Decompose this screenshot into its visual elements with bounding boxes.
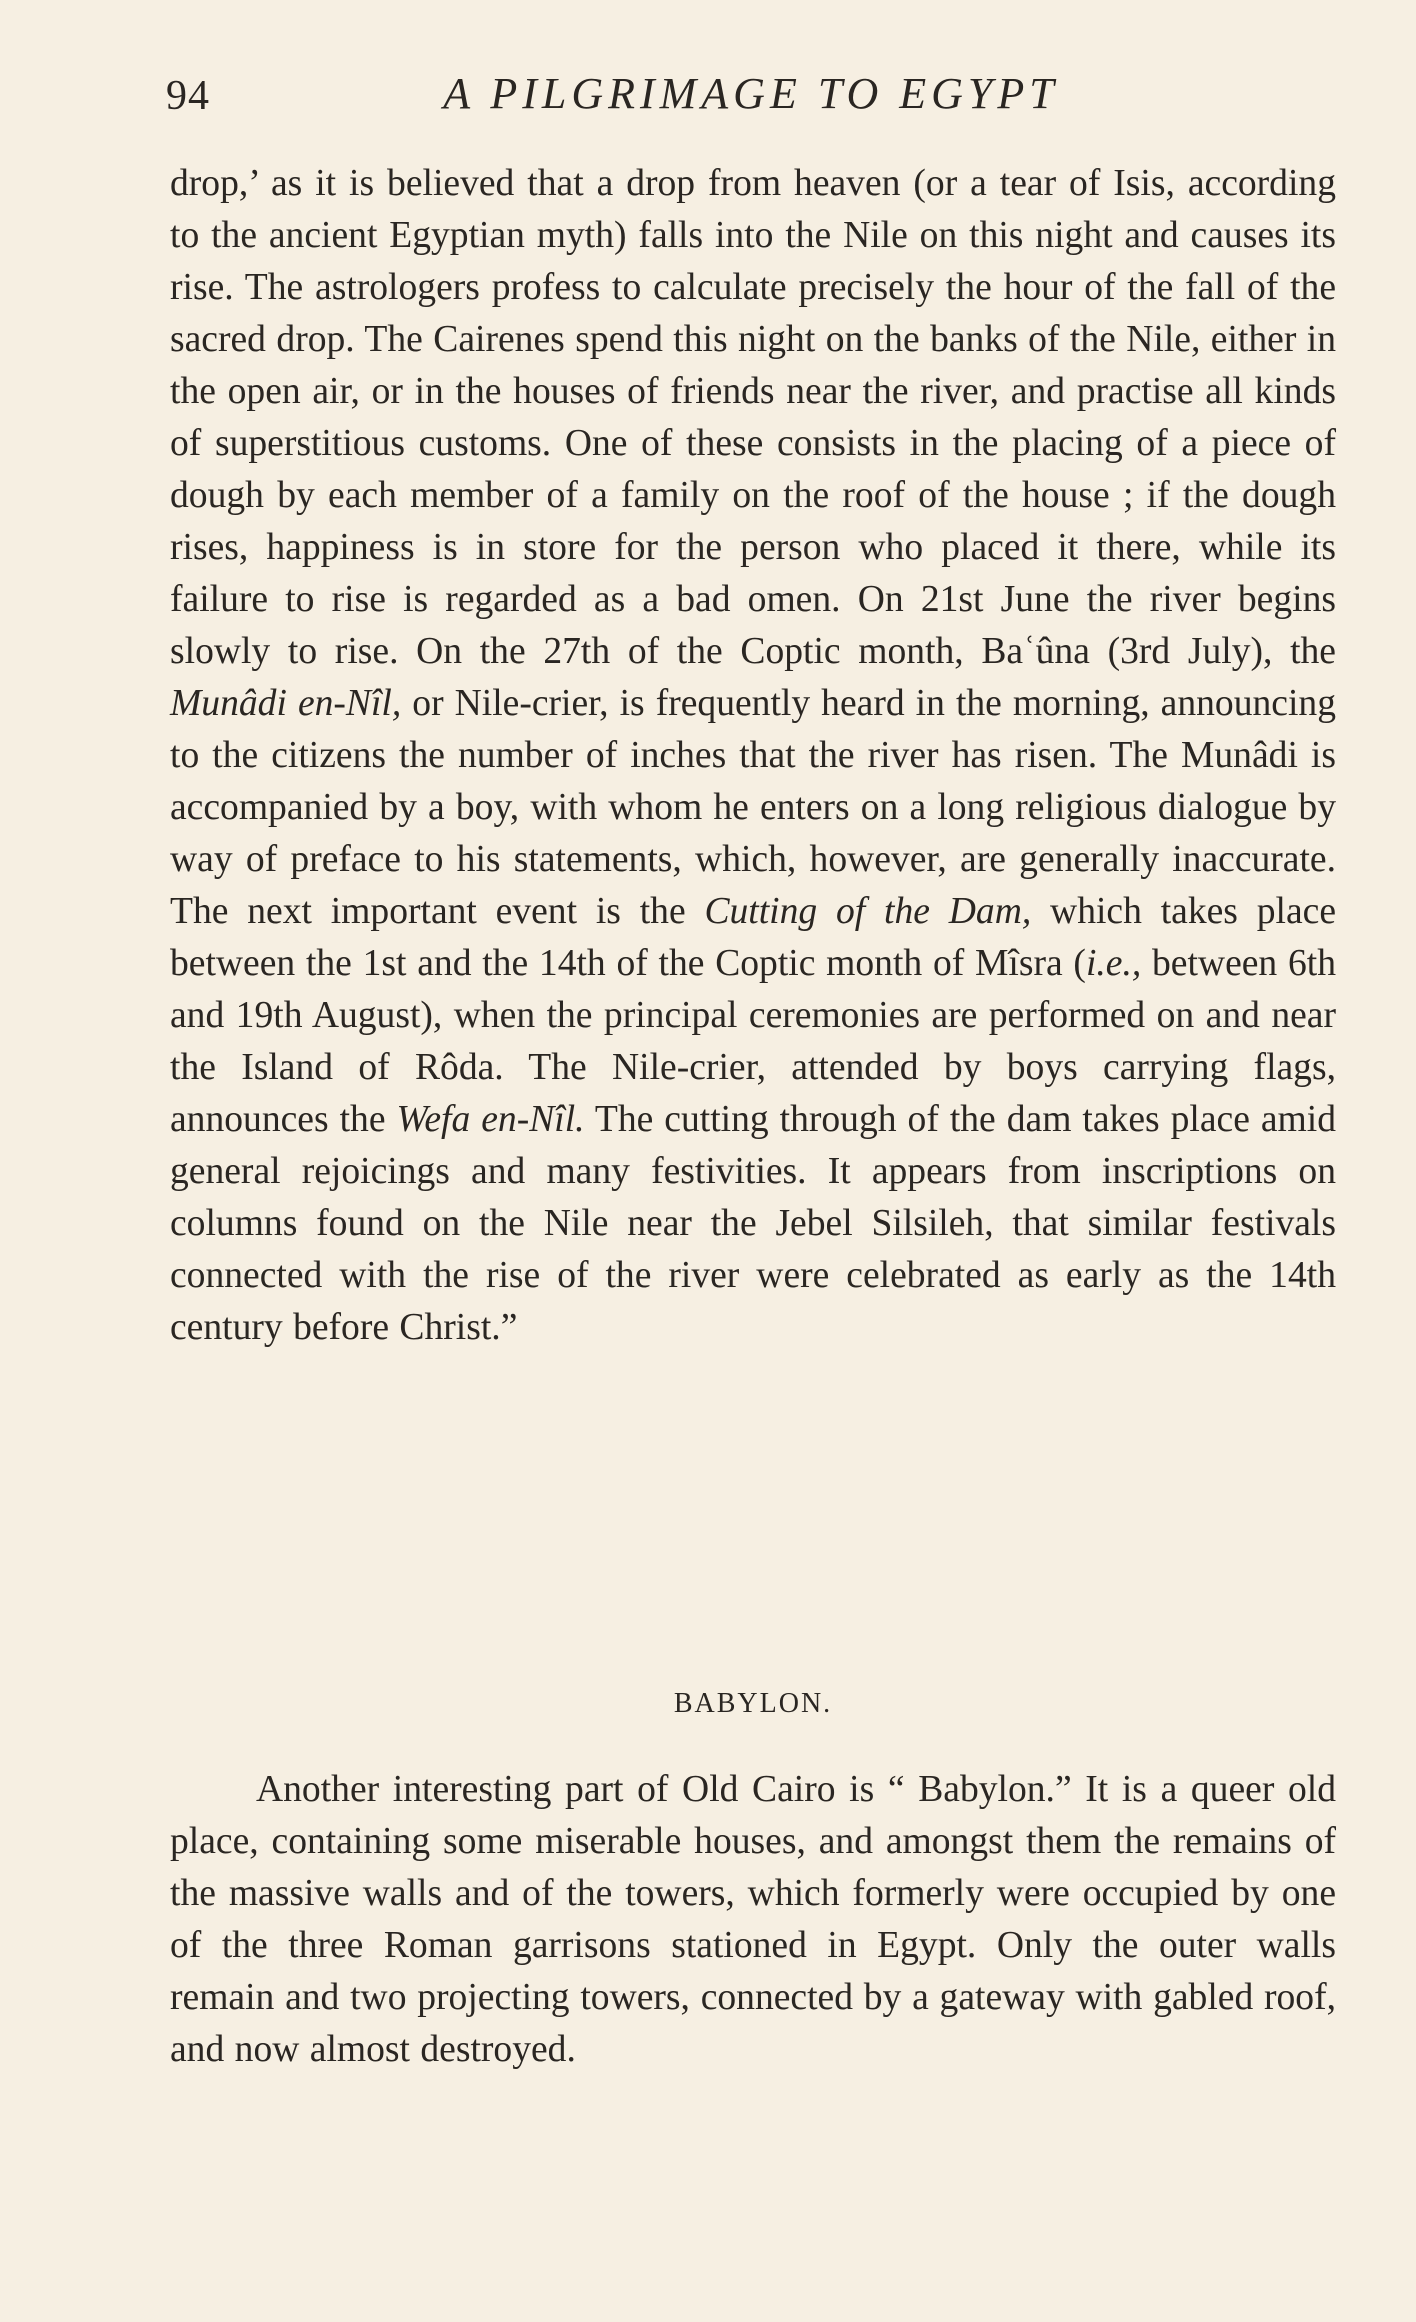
running-title: A PILGRIMAGE TO EGYPT <box>443 69 1059 118</box>
section-paragraph-text: Another interesting part of Old Cairo is “ Babylon.” It is a queer old place, containing some miserable houses, and amongst them the remains of the massive walls and of the towers, which formerly were occupied by one of the three Roman garrisons stationed in Egypt. Only the outer walls remain and two projecting towers, connected by a gateway with gabled roof, and now almost destroyed. <box>170 1769 1336 2070</box>
text-segment: between 6th and 19th August), when the principal ceremonies are performed on and near the Island of Rôda. The Nile-crier, attended by boys carrying flags, announces the <box>170 943 1336 1140</box>
paragraph-text <box>170 158 1336 1354</box>
section-paragraph <box>170 1764 1336 2076</box>
italic-term-cutting-dam: Cutting of the Dam, <box>704 891 1032 932</box>
page-header <box>166 68 1336 138</box>
italic-term-munadi: Munâdi en-Nîl, <box>170 683 402 724</box>
text-segment: drop,’ as it is believed that a drop from heaven (or a tear of Isis, according to the ancient Egyptian myth) falls into the Nile on this night and causes its rise. The astrologers profess to calculate precisely the hour of the fall of the sacred drop. The Cairenes spend this night on the banks of the Nile, either in the open air, or in the houses of friends near the river, and practise all kinds of superstitious customs. One of these consists in the placing of a piece of dough by each member of a family on the roof of the house ; if the dough rises, happiness is in store for the person who placed it there, while its failure to rise is regarded as a bad omen. On 21st June the river begins slowly to rise. On the 27th of the Coptic month, Baʿûna (3rd July), the <box>170 163 1336 672</box>
text-segment: The cutting through of the dam takes place amid general rejoicings and many festivities. It appears from inscriptions on columns found on the Nile near the Jebel Silsileh, that similar festivals connected with the rise of the river were celebrated as early as the 14th century before Christ.” <box>170 1099 1336 1348</box>
main-paragraph <box>170 158 1336 1354</box>
italic-term-ie: i.e., <box>1085 943 1142 984</box>
page-number: 94 <box>166 73 210 119</box>
italic-term-wefa: Wefa en-Nîl. <box>396 1099 585 1140</box>
section-heading: BABYLON. <box>673 1688 833 1719</box>
text-segment: which takes place between the 1st and the 14th of the Coptic month of Mîsra ( <box>170 891 1336 984</box>
text-segment: or Nile-crier, is frequently heard in the morning, announcing to the citizens the number of inches that the river has risen. The Munâdi is accompanied by a boy, with whom he enters on a long religious dialogue by way of preface to his statements, which, however, are generally inaccurate. The next important event is the <box>170 683 1336 932</box>
